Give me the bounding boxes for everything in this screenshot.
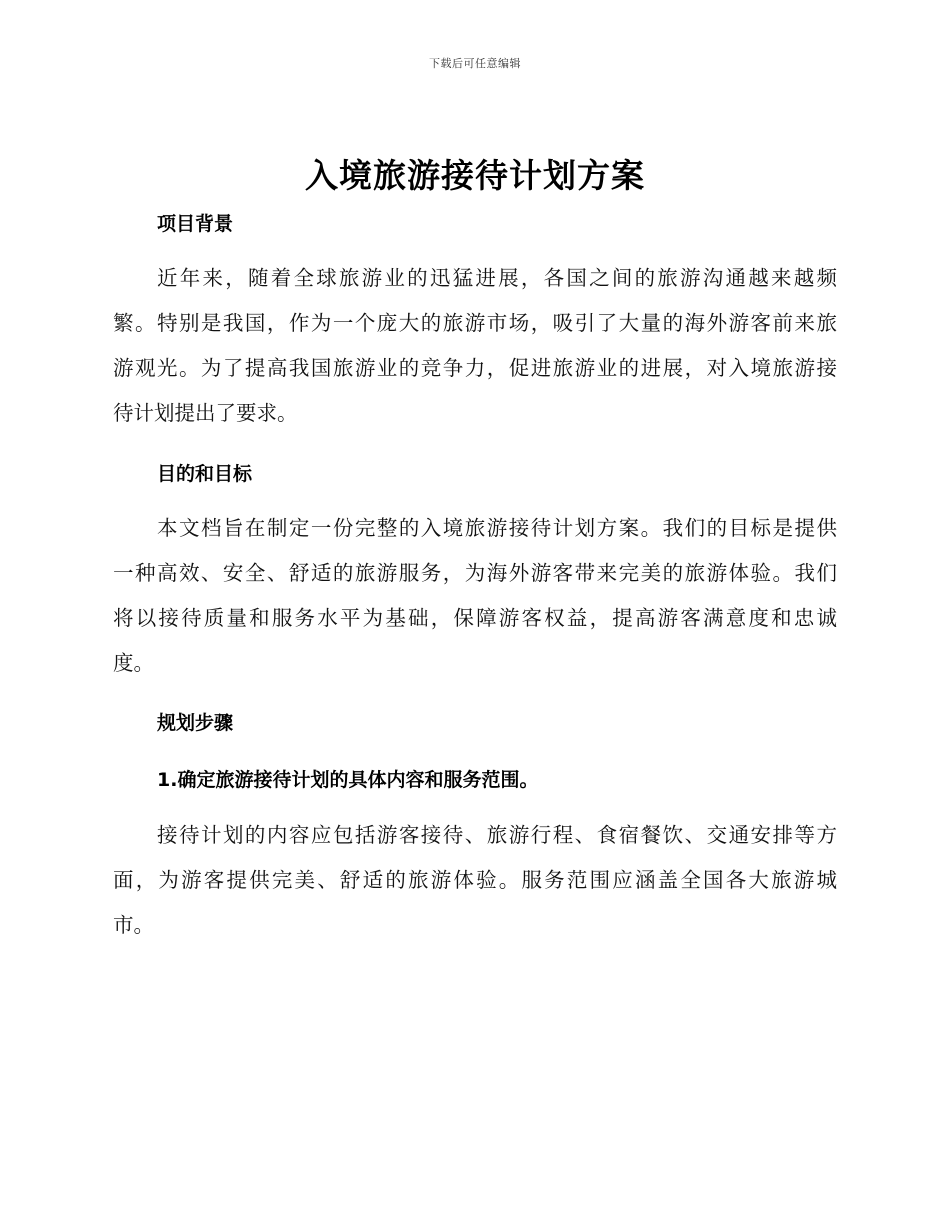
paragraph-line: 本文档旨在制定一份完整的入境旅游接待计划方案。我们的目标是提供 bbox=[157, 516, 837, 540]
section-paragraph-steps bbox=[113, 813, 837, 948]
paragraph-line: 繁。特别是我国，作为一个庞大的旅游市场，吸引了大量的海外游客前来旅 bbox=[113, 311, 837, 335]
paragraph-line: 市。 bbox=[113, 913, 154, 937]
paragraph-line: 近年来，随着全球旅游业的迅猛进展，各国之间的旅游沟通越来越频 bbox=[157, 266, 837, 290]
paragraph-line: 待计划提出了要求。 bbox=[113, 401, 298, 425]
paragraph-line: 游观光。为了提高我国旅游业的竞争力，促进旅游业的进展，对入境旅游接 bbox=[113, 356, 837, 380]
page-header-note: 下载后可任意编辑 bbox=[429, 57, 521, 70]
paragraph-line: 一种高效、安全、舒适的旅游服务，为海外游客带来完美的旅游体验。我们 bbox=[113, 561, 837, 585]
paragraph-line: 将以接待质量和服务水平为基础，保障游客权益，提高游客满意度和忠诚 bbox=[113, 606, 837, 630]
section-paragraph-background bbox=[113, 256, 837, 436]
paragraph-line: 接待计划的内容应包括游客接待、旅游行程、食宿餐饮、交通安排等方 bbox=[157, 823, 837, 847]
section-heading-background: 项目背景 bbox=[157, 213, 234, 235]
section-heading-goals: 目的和目标 bbox=[157, 463, 253, 485]
paragraph-line: 面，为游客提供完美、舒适的旅游体验。服务范围应涵盖全国各大旅游城 bbox=[113, 868, 837, 892]
step-subheading: 1.确定旅游接待计划的具体内容和服务范围。 bbox=[157, 769, 539, 791]
section-heading-steps: 规划步骤 bbox=[157, 712, 234, 734]
paragraph-line: 度。 bbox=[113, 651, 154, 675]
section-paragraph-goals bbox=[113, 506, 837, 686]
document-title: 入境旅游接待计划方案 bbox=[305, 156, 645, 195]
